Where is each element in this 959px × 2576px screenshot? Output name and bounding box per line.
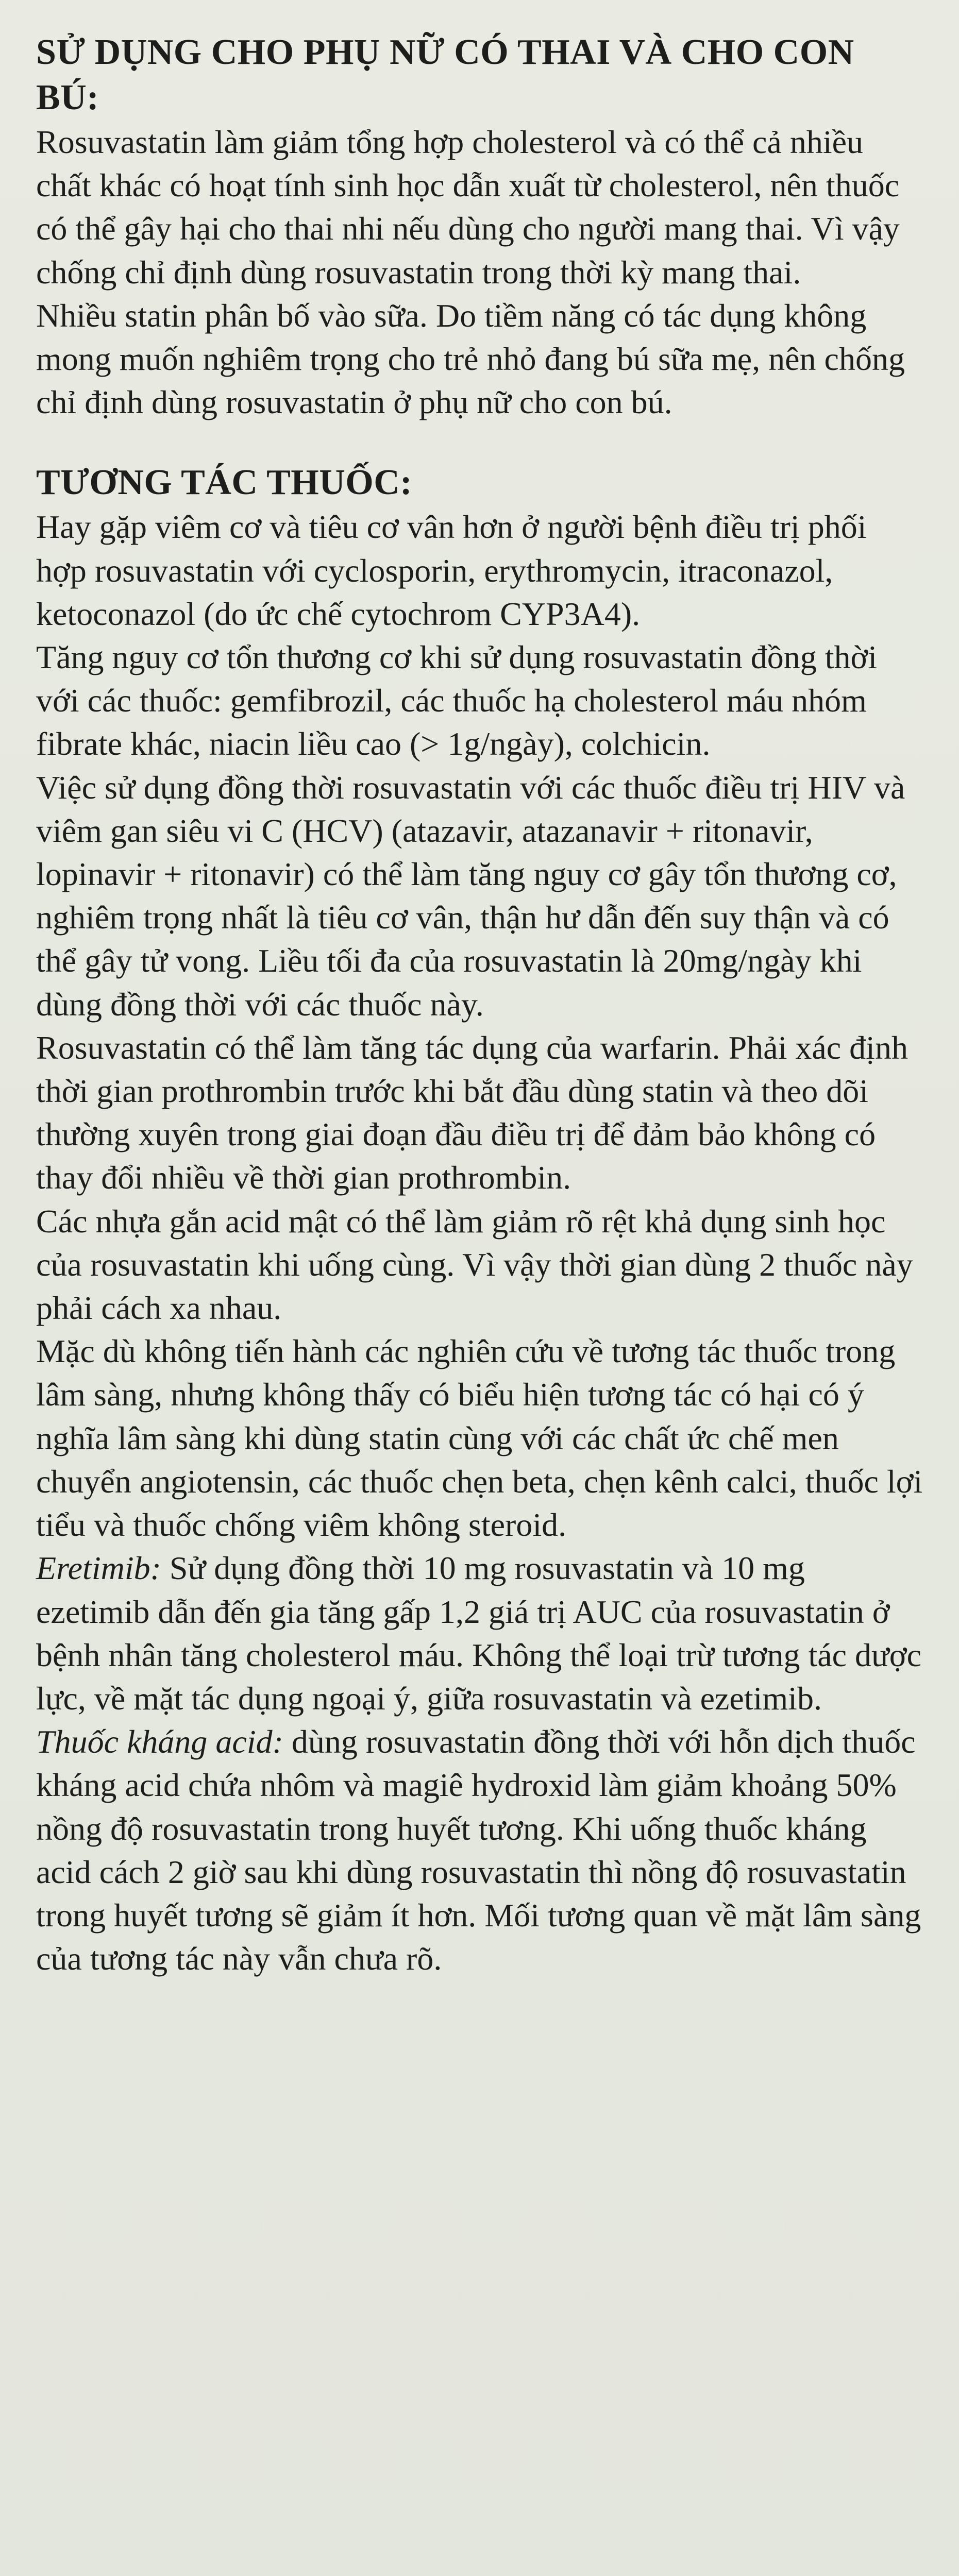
section-heading: TƯƠNG TÁC THUỐC: bbox=[36, 463, 413, 503]
paragraph-text: Tăng nguy cơ tổn thương cơ khi sử dụng rosuvastatin đồng thời với các thuốc: gemfibrozil, các thuốc hạ cholesterol máu nhóm fibrate khác, niacin liều cao (> 1g/ngày), colchicin. bbox=[36, 639, 878, 762]
paragraph bbox=[36, 1330, 923, 1547]
paragraph-text: Các nhựa gắn acid mật có thể làm giảm rõ rệt khả dụng sinh học của rosuvastatin khi uống cùng. Vì vậy thời gian dùng 2 thuốc này phải cách xa nhau. bbox=[36, 1202, 913, 1327]
paragraph bbox=[36, 121, 923, 294]
paragraph-text: dùng rosuvastatin đồng thời với hỗn dịch thuốc kháng acid chứa nhôm và magiê hydroxid làm giảm khoảng 50% nồng độ rosuvastatin trong huyết tương. Khi uống thuốc kháng acid cách 2 giờ sau khi dùng rosuvastatin thì nồng độ rosuvastatin trong huyết tương sẽ giảm ít hơn. Mối tương quan về mặt lâm sàng của tương tác này vẫn chưa rõ. bbox=[36, 1723, 921, 1977]
paragraph-text: Hay gặp viêm cơ và tiêu cơ vân hơn ở người bệnh điều trị phối hợp rosuvastatin với cyclosporin, erythromycin, itraconazol, ketoconazol (do ức chế cytochrom CYP3A4). bbox=[36, 509, 867, 632]
paragraph bbox=[36, 294, 923, 425]
paragraph-text: Rosuvastatin có thể làm tăng tác dụng của warfarin. Phải xác định thời gian prothrombin trước khi bắt đầu dùng statin và theo dõi thường xuyên trong giai đoạn đầu điều trị để đảm bảo không có thay đổi nhiều về thời gian prothrombin. bbox=[36, 1029, 908, 1196]
section-drug-interactions bbox=[36, 460, 923, 1980]
section-spacer bbox=[36, 424, 923, 460]
paragraph bbox=[36, 636, 923, 766]
paragraph-text: Nhiều statin phân bố vào sữa. Do tiềm năng có tác dụng không mong muốn nghiêm trọng cho trẻ nhỏ đang bú sữa mẹ, nên chống chỉ định dùng rosuvastatin ở phụ nữ cho con bú. bbox=[36, 297, 905, 421]
paragraph-lead: Eretimib: bbox=[36, 1550, 161, 1587]
paragraph bbox=[36, 766, 923, 1026]
paragraph bbox=[36, 505, 923, 636]
paragraph bbox=[36, 1547, 923, 1720]
paragraph-text: Mặc dù không tiến hành các nghiên cứu về tương tác thuốc trong lâm sàng, nhưng không thấy có biểu hiện tương tác có hại có ý nghĩa lâm sàng khi dùng statin cùng với các chất ức chế men chuyển angiotensin, các thuốc chẹn beta, chẹn kênh calci, thuốc lợi tiểu và thuốc chống viêm không steroid. bbox=[36, 1333, 923, 1544]
section-pregnancy-breastfeeding bbox=[36, 30, 923, 424]
paragraph-text: Sử dụng đồng thời 10 mg rosuvastatin và 10 mg ezetimib dẫn đến gia tăng gấp 1,2 giá trị AUC của rosuvastatin ở bệnh nhân tăng cholesterol máu. Không thể loại trừ tương tác dược lực, về mặt tác dụng ngoại ý, giữa rosuvastatin và ezetimib. bbox=[36, 1550, 921, 1717]
paragraph bbox=[36, 1026, 923, 1200]
paragraph-lead: Thuốc kháng acid: bbox=[36, 1723, 283, 1760]
paragraph-text: Rosuvastatin làm giảm tổng hợp cholesterol và có thể cả nhiều chất khác có hoạt tính sinh học dẫn xuất từ cholesterol, nên thuốc có thể gây hại cho thai nhi nếu dùng cho người mang thai. Vì vậy chống chỉ định dùng rosuvastatin trong thời kỳ mang thai. bbox=[36, 124, 900, 291]
paragraph bbox=[36, 1200, 923, 1330]
section-heading: SỬ DỤNG CHO PHỤ NỮ CÓ THAI VÀ CHO CON BÚ: bbox=[36, 32, 854, 117]
paragraph-text: Việc sử dụng đồng thời rosuvastatin với các thuốc điều trị HIV và viêm gan siêu vi C (HCV) (atazavir, atazanavir + ritonavir, lopinavir + ritonavir) có thể làm tăng nguy cơ gây tổn thương cơ, nghiêm trọng nhất là tiêu cơ vân, thận hư dẫn đến suy thận và có thể gây tử vong. Liều tối đa của rosuvastatin là 20mg/ngày khi dùng đồng thời với các thuốc này. bbox=[36, 769, 905, 1023]
paragraph bbox=[36, 1720, 923, 1980]
